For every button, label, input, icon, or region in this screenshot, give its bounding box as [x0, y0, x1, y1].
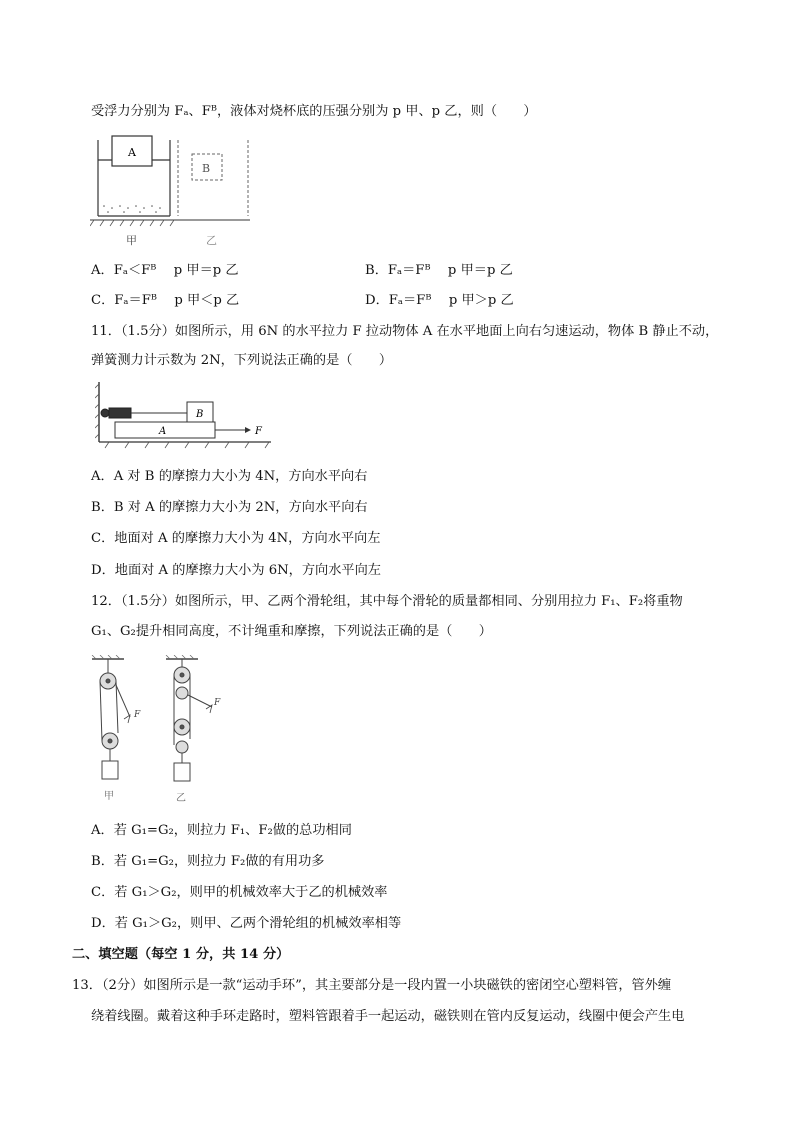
q10-option-c: C．Fₐ＝Fᴮ p 甲＜p 乙: [91, 293, 240, 308]
q11-figure: [95, 380, 275, 450]
spring-scale: [101, 408, 187, 418]
q12-figure: [90, 655, 240, 810]
q11-option-b: B．B 对 A 的摩擦力大小为 2N，方向水平向右: [91, 500, 368, 515]
q10-figure: [90, 130, 250, 250]
q12-option-d: D．若 G₁＞G₂，则甲、乙两个滑轮组的机械效率相等: [91, 916, 402, 931]
fig-caption-jia: 甲: [126, 234, 137, 247]
q10-option-b: B．Fₐ＝Fᴮ p 甲＝p 乙: [365, 263, 513, 278]
q11-stem-line-1: 11．（1.5分）如图所示，用 6N 的水平拉力 F 拉动物体 A 在水平地面上向右匀速运动，物体 B 静止不动，: [91, 324, 719, 339]
beaker-yi: [178, 140, 248, 216]
q11-option-c: C．地面对 A 的摩擦力大小为 4N，方向水平向左: [91, 531, 381, 546]
q10-stem-line: 受浮力分别为 Fₐ、Fᴮ，液体对烧杯底的压强分别为 p 甲、p 乙，则（ ）: [91, 104, 537, 119]
q10-option-d: D．Fₐ＝Fᴮ p 甲＞p 乙: [365, 293, 514, 308]
q11-stem-line-2: 弹簧测力计示数为 2N，下列说法正确的是（ ）: [91, 353, 393, 368]
svg-text:F: F: [214, 698, 221, 708]
fig11-label-a: A: [159, 426, 167, 437]
pulley-system-yi: [166, 655, 212, 781]
fig-label-b: B: [202, 162, 211, 175]
q12-stem-line-1: 12．（1.5分）如图所示，甲、乙两个滑轮组，其中每个滑轮的质量都相同、分别用拉力 F₁、F₂将重物: [91, 594, 683, 609]
q12-stem-line-2: G₁、G₂提升相同高度，不计绳重和摩擦，下列说法正确的是（ ）: [91, 624, 492, 639]
q11-option-a: A．A 对 B 的摩擦力大小为 4N，方向水平向右: [91, 469, 368, 484]
q12-option-c: C．若 G₁＞G₂，则甲的机械效率大于乙的机械效率: [91, 885, 388, 900]
fig12-caption-jia: 甲: [104, 791, 114, 802]
pulley-system-jia: [92, 655, 130, 779]
fig11-label-b: B: [196, 409, 204, 420]
q10-option-a: A．Fₐ＜Fᴮ p 甲＝p 乙: [91, 263, 239, 278]
q13-stem-line-1: 13．（2分）如图所示是一款“运动手环”，其主要部分是一段内置一小块磁铁的密闭空心塑料管，管外缠: [72, 978, 672, 993]
fig11-label-f: F: [255, 426, 262, 437]
fig-caption-yi: 乙: [206, 234, 217, 247]
fig12-caption-yi: 乙: [176, 793, 186, 804]
q13-stem-line-2: 绕着线圈。戴着这种手环走路时，塑料管跟着手一起运动，磁铁则在管内反复运动，线圈中便会产生电: [91, 1009, 685, 1024]
section-2-heading: 二、填空题（每空 1 分，共 14 分）: [72, 947, 290, 962]
q12-option-a: A．若 G₁=G₂，则拉力 F₁、F₂做的总功相同: [91, 823, 352, 838]
q11-option-d: D．地面对 A 的摩擦力大小为 6N，方向水平向左: [91, 563, 381, 578]
q12-option-b: B．若 G₁=G₂，则拉力 F₂做的有用功多: [91, 854, 325, 869]
svg-text:F: F: [134, 710, 141, 720]
fig-label-a: A: [128, 146, 136, 159]
